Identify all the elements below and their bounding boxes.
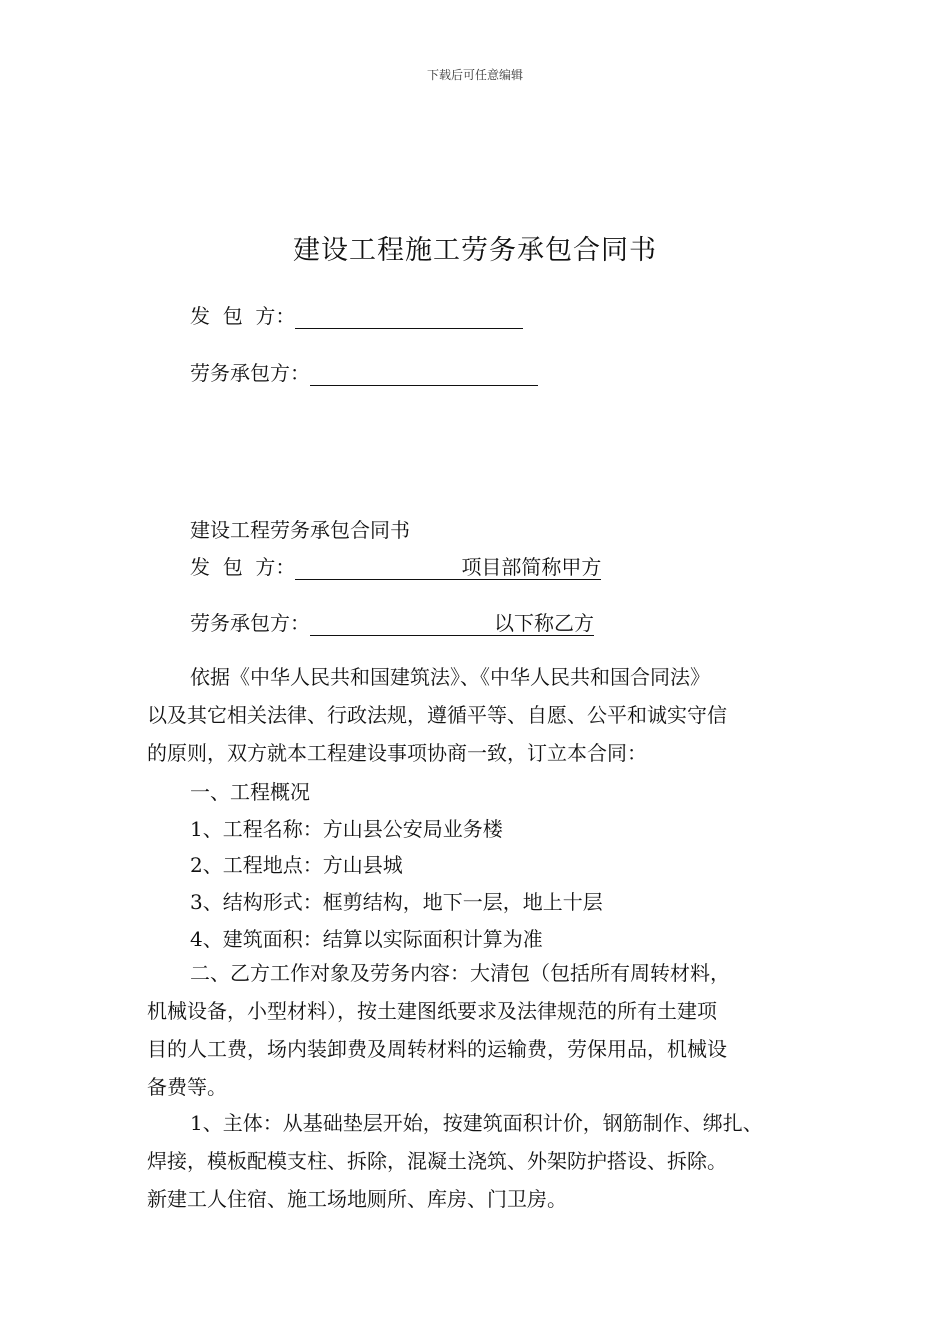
cover-employer-blank[interactable] [295, 304, 523, 329]
header-note: 下载后可任意编辑 [426, 68, 523, 82]
item1-paragraph [147, 1104, 837, 1218]
section2-line: 二、乙方工作对象及劳务内容：大清包（包括所有周转材料， [190, 961, 730, 985]
cover-contractor-row [190, 357, 538, 386]
section2-line: 备费等。 [147, 1075, 227, 1099]
cover-contractor-label: 劳务承包方： [190, 361, 310, 385]
body-employer-value: 项目部简称甲方 [295, 555, 601, 580]
section1-item: 4、建筑面积：结算以实际面积计算为准 [190, 927, 543, 951]
section2-line: 目的人工费，场内装卸费及周转材料的运输费，劳保用品，机械设 [147, 1037, 727, 1061]
cover-employer-label: 发 包 方： [190, 304, 296, 328]
body-subtitle: 建设工程劳务承包合同书 [190, 518, 410, 542]
document-title: 建设工程施工劳务承包合同书 [293, 235, 657, 266]
section1-item: 3、结构形式：框剪结构，地下一层，地上十层 [190, 890, 603, 914]
cover-contractor-blank[interactable] [310, 361, 538, 386]
body-employer-label: 发 包 方： [190, 555, 296, 579]
item1-line: 1、主体：从基础垫层开始，按建筑面积计价，钢筋制作、绑扎、 [190, 1111, 763, 1135]
body-employer-row [190, 551, 601, 580]
section2-line: 机械设备，小型材料），按土建图纸要求及法律规范的所有土建项 [147, 999, 717, 1023]
intro-line: 以及其它相关法律、行政法规，遵循平等、自愿、公平和诚实守信 [147, 703, 727, 727]
intro-line: 依据《中华人民共和国建筑法》、《中华人民共和国合同法》 [190, 665, 710, 689]
intro-paragraph [147, 658, 837, 772]
section1-item: 2、工程地点：方山县城 [190, 853, 403, 877]
item1-line: 焊接，模板配模支柱、拆除，混凝土浇筑、外架防护搭设、拆除。 [147, 1149, 727, 1173]
body-contractor-label: 劳务承包方： [190, 611, 310, 635]
intro-line: 的原则，双方就本工程建设事项协商一致，订立本合同： [147, 741, 647, 765]
section2-paragraph [147, 954, 837, 1106]
cover-employer-row [190, 300, 523, 329]
item1-line: 新建工人住宿、施工场地厕所、库房、门卫房。 [147, 1187, 567, 1211]
section1-title: 一、工程概况 [190, 780, 310, 804]
body-contractor-value: 以下称乙方 [310, 611, 594, 636]
body-contractor-row [190, 607, 594, 636]
section1-item: 1、工程名称：方山县公安局业务楼 [190, 817, 503, 841]
